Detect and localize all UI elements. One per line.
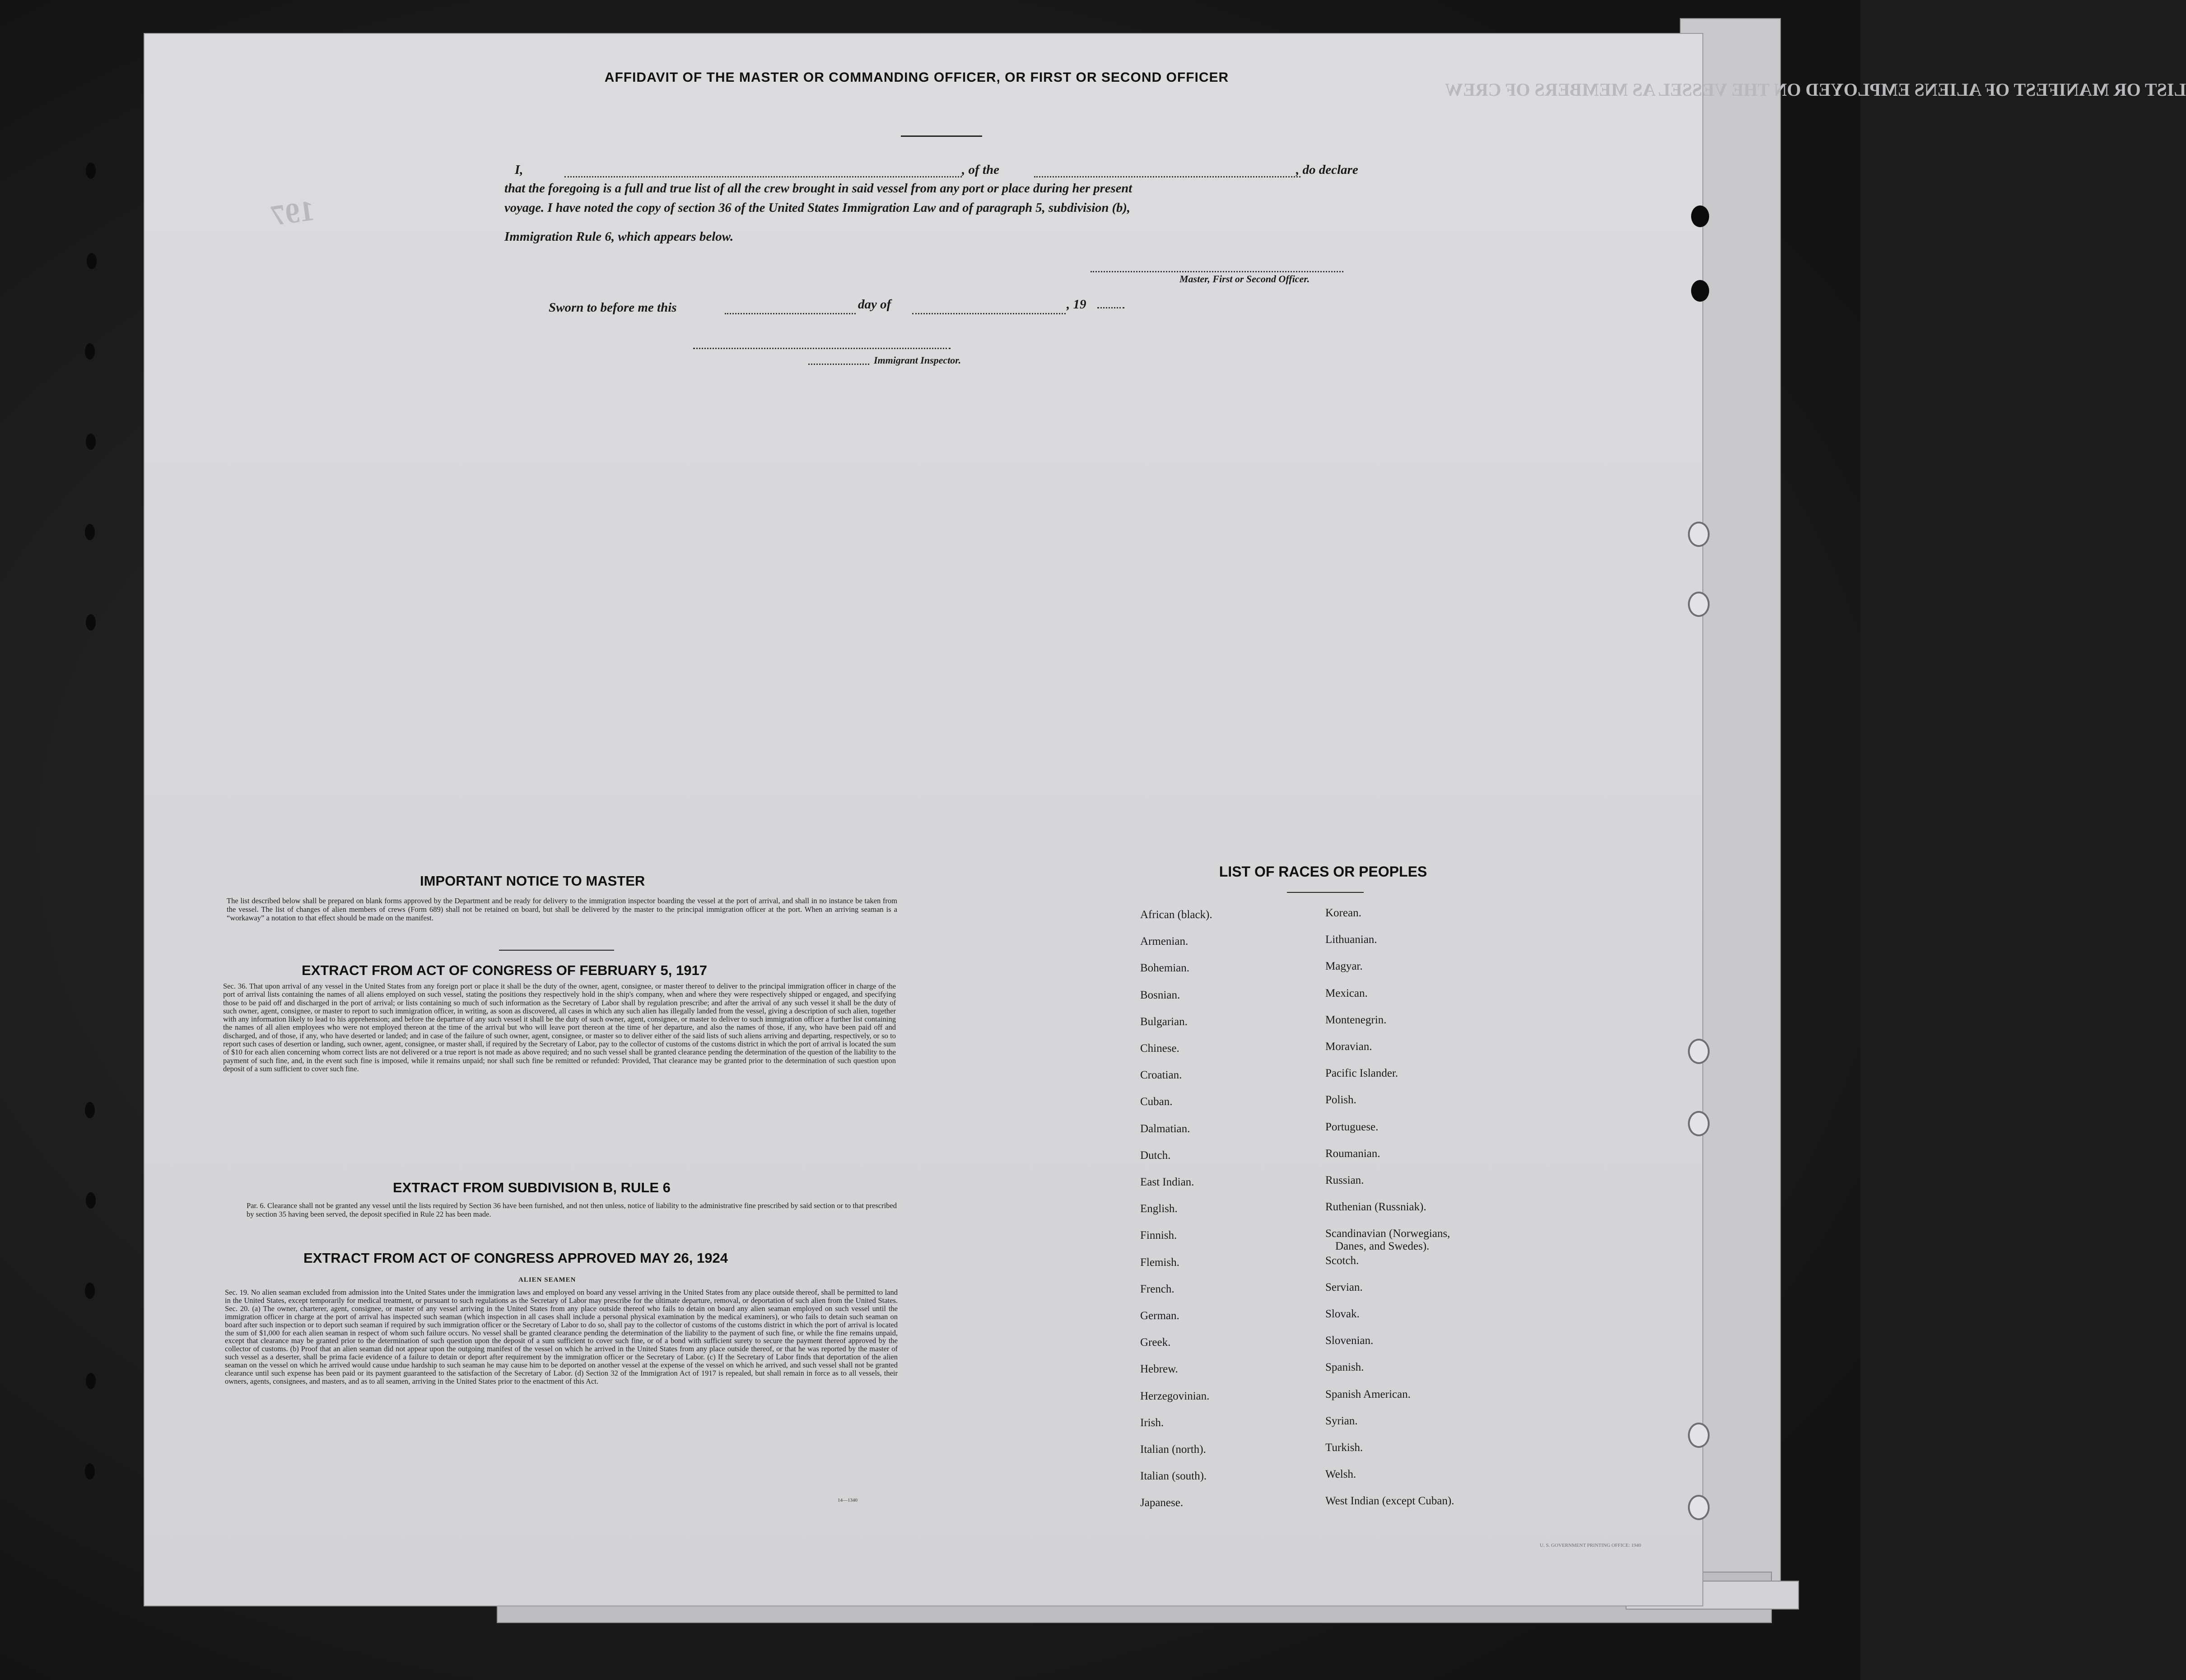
binding-hole-icon [85,1463,95,1479]
binding-hole-icon [86,1373,96,1389]
binding-hole-icon [86,1192,96,1209]
punch-hole-icon [1688,1495,1710,1520]
race-item: Flemish. [1140,1256,1179,1269]
punch-hole-icon [1688,522,1710,547]
title-rule [901,135,982,137]
race-item: Spanish American. [1325,1388,1411,1400]
race-item: Ruthenian (Russniak). [1325,1201,1426,1213]
punch-hole-icon [1688,1111,1710,1136]
race-item: Mexican. [1325,987,1368,999]
binding-hole-icon [86,434,96,450]
race-item: Bulgarian. [1140,1016,1188,1028]
notice-rule [499,950,614,951]
race-item: Croatian. [1140,1069,1182,1081]
race-item: Italian (north). [1140,1443,1206,1456]
race-item: Italian (south). [1140,1470,1207,1482]
race-item: Moravian. [1325,1041,1372,1053]
bleed-through-stamp: 197 [269,194,317,232]
race-item: Spanish. [1325,1361,1364,1373]
extract-1924-title: EXTRACT FROM ACT OF CONGRESS APPROVED MAY 26, 1924 [303,1250,728,1266]
race-item: Servian. [1325,1281,1363,1293]
race-item: Pacific Islander. [1325,1067,1398,1079]
notice-title: IMPORTANT NOTICE TO MASTER [420,873,645,889]
binding-hole-icon [87,253,97,269]
race-item: Slovak. [1325,1308,1360,1320]
race-item: Bohemian. [1140,962,1190,974]
binding-hole-icon [86,614,96,630]
day-of-label: day of [858,297,891,312]
printer-note: U. S. GOVERNMENT PRINTING OFFICE: 1940 [1540,1543,1641,1548]
master-signature-blank[interactable] [1091,271,1343,272]
race-item: Japanese. [1140,1497,1184,1509]
master-signature-label: Master, First or Second Officer. [1179,273,1310,285]
race-item: Lithuanian. [1325,933,1377,946]
races-title: LIST OF RACES OR PEOPLES [1219,863,1427,880]
inspector-signature-blank[interactable] [693,348,951,349]
race-item: Welsh. [1325,1468,1356,1480]
extract-1924-body: Sec. 19. No alien seaman excluded from admission into the United States under the immigration laws and employed on board any vessel arriving in the United States from any place outside thereof, shall be permitted to land in the United States, except temporarily for medical treatment, or pursuant to such regulations as the Secretary of Labor may prescribe for the ultimate departure, removal, or deportation of such alien from the United States. Sec. 20. (a) The owner, charterer, agent, consignee, or master of any vessel arriving in the United States from any place outside thereof who fails to detain on board any alien seaman employed on such vessel until the immigration officer in charge at the port of arrival has inspected such seaman (which inspection in all cases shall include a personal physical examination by the medical examiners), or who fails to detain such seaman on board after such inspection or to deport such seaman if required by such immigration officer or the Secretary of Labor to do so, shall pay to the collector of customs of the customs district in which the port of arrival is located the sum of $1,000 for each alien seaman in respect of whom such failure occurs. No vessel shall be granted clearance pending the determination of the liability to the payment of such fine, or while the fine remains unpaid, except that clearance may be granted prior to the determination of such question upon the deposit of a sum sufficient to cover such fine, or of a bond with sufficient surety to secure the payment thereof approved by the collector of customs. (b) Proof that an alien seaman did not appear upon the outgoing manifest of the vessel on which he arrived in the United States from any place outside thereof, or that he was reported by the master of such vessel as a deserter, shall be prima facie evidence of a failure to detain or deport after requirement by the immigration officer or the Secretary of Labor. (c) If the Secretary of Labor finds that deportation of the alien seaman on the vessel on which he arrived would cause undue hardship to such seaman he may cause him to be deported on another vessel at the expense of the vessel on which he arrived, and such vessel shall not be granted clearance until such expense has been paid or its payment guaranteed to the satisfaction of the Secretary of Labor. (d) Section 32 of the Immigration Act of 1917 is repealed, but shall remain in force as to all vessels, their owners, agents, consignees, and masters, and as to all seamen, arriving in the United States prior to the enactment of this Act. [225,1288,898,1386]
race-item: Scotch. [1325,1255,1359,1267]
race-item: Chinese. [1140,1042,1179,1055]
punch-hole-icon [1688,1039,1710,1064]
year-label: , 19 [1067,297,1086,312]
affidavit-of-the: , of the [962,163,999,177]
sworn-year-blank[interactable] [1097,307,1124,308]
race-item: East Indian. [1140,1176,1194,1188]
race-item: Greek. [1140,1336,1171,1349]
punch-hole-icon [1691,280,1709,302]
race-item: Finnish. [1140,1229,1177,1241]
extract-rule6-title: EXTRACT FROM SUBDIVISION B, RULE 6 [393,1180,671,1195]
affidavit-i: I, [515,163,523,177]
binding-hole-icon [85,524,95,540]
extract-1917-body: Sec. 36. That upon arrival of any vessel in the United States from any foreign port or place it shall be the duty of the owner, agent, consignee, or master thereof to deliver to the principal immigration officer in charge of the port of arrival lists containing the names of all aliens employed on such vessel, stating the positions they respectively hold in the ship's company, when and where they were respectively shipped or engaged, and specifying those to be paid off and discharged in the port of arrival; or lists containing so much of such information as the Secretary of Labor shall by regulation prescribe; and after the arrival of any such vessel it shall be the duty of such owner, agent, consignee, or master to report to such immigration officer, in writing, as soon as discovered, all cases in which any such alien has illegally landed from the vessel, giving a description of such alien, together with any information likely to lead to his apprehension; and before the departure of any such vessel it shall be the duty of such owner, agent, consignee, or master to deliver to such immigration officer a further list containing the names of all alien employees who were not employed thereon at the time of the arrival but who will leave port thereon at the time of her departure, and also the names of those, if any, who have been paid off and discharged, and of those, if any, who have deserted or landed; and in case of the failure of such owner, agent, consignee, or master so to deliver either of the said lists of such aliens arriving and departing, respectively, or so to report such cases of desertion or landing, such owner, agent, consignee, or master shall, if required by the Secretary of Labor, pay to the collector of customs of the customs district in which the port of arrival is located the sum of $10 for each alien concerning whom correct lists are not delivered or a true report is not made as above required; and no such vessel shall be granted clearance pending the determination of the question of the liability to the payment of such fine, and, in the event such fine is imposed, while it remains unpaid; nor shall such fine be remitted or refunded: Provided, That clearance may be granted prior to the determination of such question upon deposit of a sum sufficient to cover such fine. [223,982,896,1073]
sworn-label: Sworn to before me this [549,300,677,315]
affidavit-declare: , do declare [1296,163,1358,177]
binding-hole-icon [86,163,96,179]
bleed-through-header: LIST OR MANIFEST OF ALIENS EMPLOYED ON THE VESSEL AS MEMBERS OF CREW [1445,79,2186,100]
extract-rule6-body: Par. 6. Clearance shall not be granted any vessel until the lists required by Section 36 have been furnished, and not then unless, notice of liability to the administrative fine prescribed by said section or to that prescribed by section 35 having been served, the deposit specified in Rule 22 has been made. [247,1201,897,1219]
affidavit-title: AFFIDAVIT OF THE MASTER OR COMMANDING OFFICER, OR FIRST OR SECOND OFFICER [604,70,1229,85]
vessel-blank[interactable] [1034,176,1300,177]
race-item: Magyar. [1325,960,1363,972]
race-item: Portuguese. [1325,1121,1379,1133]
name-blank[interactable] [564,176,962,177]
binding-hole-icon [85,1283,95,1299]
alien-seamen-subtitle: ALIEN SEAMEN [518,1276,576,1283]
race-item: West Indian (except Cuban). [1325,1495,1454,1507]
races-rule [1287,892,1364,893]
form-number: 14—1340 [838,1498,858,1503]
binding-hole-icon [85,1102,95,1118]
race-item: Montenegrin. [1325,1014,1387,1026]
notice-body: The list described below shall be prepared on blank forms approved by the Department and be ready for delivery to the immigration inspector boarding the vessel at the port of arrival, and shall in no instance be taken from the vessel. The list of changes of alien members of crews (Form 689) shall not be retained on board, but shall be delivered by the master to the principal immigration officer at the port. When an arriving seaman is a “workaway” a notation to that effect should be made on the manifest. [227,896,897,923]
race-item: Dalmatian. [1140,1123,1190,1135]
affidavit-line3: voyage. I have noted the copy of section 36 of the United States Immigration Law and of paragraph 5, subdivision (b), [504,201,1131,215]
race-item: Hebrew. [1140,1363,1178,1375]
race-item: Russian. [1325,1174,1364,1186]
race-item: English. [1140,1203,1178,1215]
race-item: Armenian. [1140,935,1189,947]
punch-hole-icon [1688,592,1710,617]
race-item: Slovenian. [1325,1335,1374,1347]
race-item: Herzegovinian. [1140,1390,1210,1402]
race-item: Polish. [1325,1094,1356,1106]
affidavit-line2: that the foregoing is a full and true list of all the crew brought in said vessel from any port or place during her present [504,182,1133,196]
inspector-prefix-blank [808,364,869,365]
race-item: Dutch. [1140,1149,1171,1162]
race-item: Turkish. [1325,1442,1363,1454]
race-item: Danes, and Swedes). [1335,1240,1430,1252]
extract-1917-title: EXTRACT FROM ACT OF CONGRESS OF FEBRUARY 5, 1917 [302,962,707,978]
binding-hole-icon [85,343,95,359]
sworn-month-blank[interactable] [912,313,1066,314]
sworn-day-blank[interactable] [725,313,856,314]
race-item: Syrian. [1325,1415,1358,1427]
race-item: African (black). [1140,909,1212,921]
race-item: Scandinavian (Norwegians, [1325,1227,1450,1240]
race-item: Korean. [1325,907,1361,919]
punch-hole-icon [1691,205,1709,227]
race-item: French. [1140,1283,1175,1295]
race-item: Bosnian. [1140,989,1180,1001]
race-item: Roumanian. [1325,1148,1380,1160]
race-item: Irish. [1140,1417,1164,1429]
affidavit-line4: Immigration Rule 6, which appears below. [504,229,734,244]
punch-hole-icon [1688,1423,1710,1448]
inspector-label: Immigrant Inspector. [874,355,961,366]
race-item: Cuban. [1140,1096,1173,1108]
race-item: German. [1140,1310,1179,1322]
